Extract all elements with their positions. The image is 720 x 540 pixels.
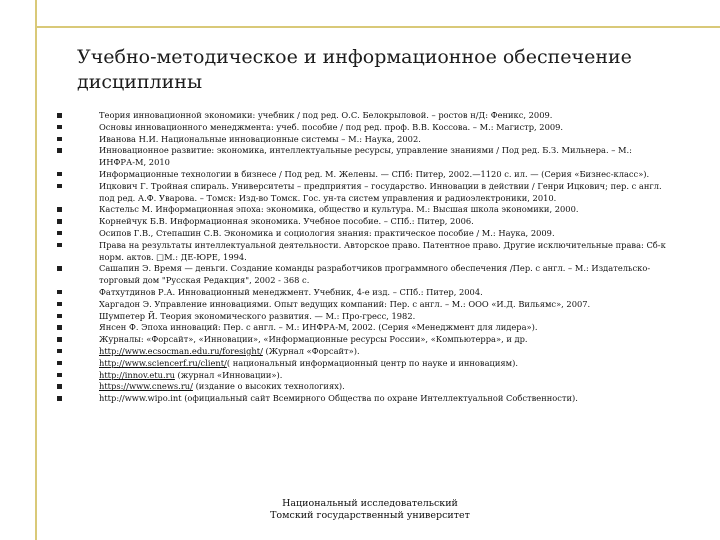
square-bullet-icon <box>57 325 62 330</box>
footer-line-2: Томский государственный университет <box>270 510 470 521</box>
square-bullet-icon <box>57 314 62 319</box>
square-bullet-icon <box>57 231 62 236</box>
reference-text: Права на результаты интеллектуальной деятельности. Авторское право. Патентное право. Другие исключительные права: Сб-к норм. актов. □М.: ДЕ-ЮРЕ, 1994. <box>99 239 666 262</box>
square-bullet-icon <box>57 113 62 118</box>
reference-text: Харгадон Э. Управление инновациями. Опыт ведущих компаний: Пер. с англ. – М.: ООО «И.Д. Вильямс», 2007. <box>99 298 591 309</box>
list-item <box>55 216 670 228</box>
square-bullet-icon <box>57 337 62 342</box>
list-item <box>55 381 670 393</box>
square-bullet-icon <box>57 384 62 389</box>
reference-text: Основы инновационного менеджмента: учеб. пособие / под ред. проф. В.В. Коссова. – М.: Магистр, 2009. <box>99 121 564 132</box>
reference-text: (издание о высоких технологиях). <box>192 381 345 392</box>
list-item <box>55 181 670 205</box>
horizontal-divider-line <box>35 26 720 28</box>
square-bullet-icon <box>57 172 62 177</box>
list-item <box>55 122 670 134</box>
square-bullet-icon <box>57 266 62 271</box>
list-item <box>55 346 670 358</box>
square-bullet-icon <box>57 396 62 401</box>
list-item <box>55 322 670 334</box>
reference-text: (журнал «Инновации»). <box>174 369 283 380</box>
list-item <box>55 263 670 287</box>
list-item <box>55 240 670 264</box>
reference-list <box>55 110 670 405</box>
square-bullet-icon <box>57 148 62 153</box>
square-bullet-icon <box>57 361 62 366</box>
vertical-divider-line <box>35 0 37 540</box>
list-item <box>55 393 670 405</box>
reference-text: Янсен Ф. Эпоха инноваций: Пер. с англ. – М.: ИНФРА-М, 2002. (Серия «Менеджмент для лидера»). <box>99 322 538 333</box>
reference-text: Корнейчук Б.В. Информационная экономика. Учебное пособие. – СПб.: Питер, 2006. <box>99 216 474 227</box>
reference-text: Кастельс М. Информационная эпоха: экономика, общество и культура. М.: Высшая школа экономики, 2000. <box>99 204 579 215</box>
page-title: Учебно-методическое и информационное обеспечение дисциплины <box>77 46 632 93</box>
reference-text: ( национальный информационный центр по науке и инновациям). <box>226 357 518 368</box>
reference-text: Осипов Г.В., Степашин С.В. Экономика и социология знания: практическое пособие / М.: Наука, 2009. <box>99 227 555 238</box>
reference-link[interactable]: https://www.cnews.ru/ <box>99 381 193 392</box>
reference-text: Теория инновационной экономики: учебник / под ред. О.С. Белокрыловой. – ростов н/Д: Феникс, 2009. <box>99 110 553 120</box>
list-item <box>55 169 670 181</box>
square-bullet-icon <box>57 243 62 248</box>
list-item <box>55 134 670 146</box>
list-item <box>55 311 670 323</box>
reference-link[interactable]: http://www.ecsocman.edu.ru/foresight/ <box>99 345 263 356</box>
square-bullet-icon <box>57 125 62 130</box>
square-bullet-icon <box>57 207 62 212</box>
list-item <box>55 334 670 346</box>
list-item <box>55 110 670 122</box>
list-item <box>55 299 670 311</box>
square-bullet-icon <box>57 302 62 307</box>
list-item <box>55 228 670 240</box>
square-bullet-icon <box>57 184 62 189</box>
reference-text: Инновационное развитие: экономика, интеллектуальные ресурсы, управление знаниями / Под ред. Б.З. Мильнера. – М.: ИНФРА-М, 2010 <box>99 145 632 168</box>
square-bullet-icon <box>57 349 62 354</box>
square-bullet-icon <box>57 290 62 295</box>
square-bullet-icon <box>57 373 62 378</box>
reference-text: Иванова Н.И. Национальные инновационные системы – М.: Наука, 2002. <box>99 133 421 144</box>
reference-text: Шумпетер Й. Теория экономического развития. — М.: Про-гресс, 1982. <box>99 310 416 321</box>
reference-text: Сашапин Э. Время — деньги. Создание команды разработчиков программного обеспечения /Пер. с англ. – М.: Издательско-торговый дом "Русская Редакция", 2002 - 368 с. <box>99 263 651 286</box>
list-item <box>55 287 670 299</box>
square-bullet-icon <box>57 137 62 142</box>
footer-line-1: Национальный исследовательский <box>282 498 458 509</box>
reference-link[interactable]: http://innov.etu.ru <box>99 369 175 380</box>
reference-text: Информационные технологии в бизнесе / Под ред. М. Желены. — СПб: Питер, 2002.—1120 с. ил. — (Серия «Бизнес-класс»). <box>99 168 650 179</box>
reference-text: http://www.wipo.int (официальный сайт Всемирного Общества по охране Интеллектуальной Собственности). <box>99 393 578 404</box>
list-item <box>55 358 670 370</box>
list-item <box>55 145 670 169</box>
reference-text: Журналы: «Форсайт», «Инновации», «Информационные ресурсы России», «Компьютерра», и др. <box>99 334 528 345</box>
footer <box>220 498 520 522</box>
list-item <box>55 370 670 382</box>
list-item <box>55 204 670 216</box>
reference-link[interactable]: http://www.sciencerf.ru/client/ <box>99 357 227 368</box>
reference-text: Фатхутдинов Р.А. Инновационный менеджмент. Учебник, 4-е изд. – СПб.: Питер, 2004. <box>99 286 483 297</box>
reference-text: Ицкович Г. Тройная спираль. Университеты – предприятия – государство. Инновации в действии / Генри Ицкович; пер. с англ. под ред. А.Ф. Уварова. – Томск: Изд-во Томск. Гос. ун-та систем управления и радиоэлектроники, 2010. <box>99 180 662 203</box>
reference-text: (Журнал «Форсайт»). <box>262 345 360 356</box>
square-bullet-icon <box>57 219 62 224</box>
